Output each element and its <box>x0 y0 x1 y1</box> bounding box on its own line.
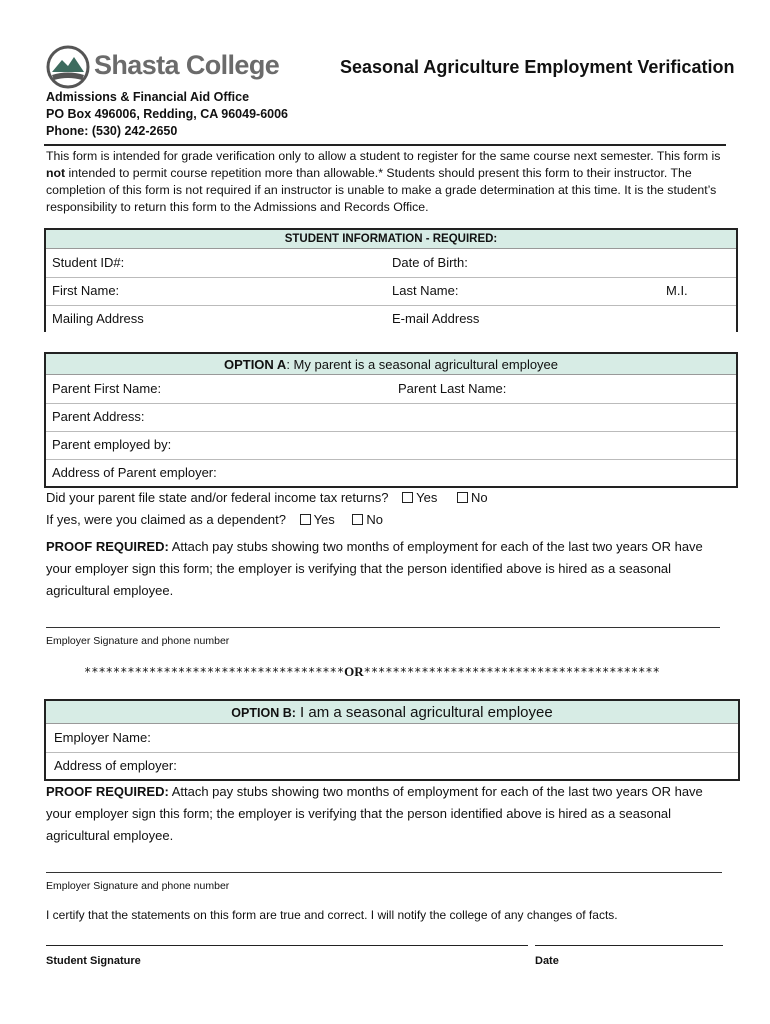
dependent-no-checkbox[interactable] <box>352 514 363 525</box>
tax-no-checkbox[interactable] <box>457 492 468 503</box>
option-b-proof-label: PROOF REQUIRED: <box>46 784 169 799</box>
student-info-box <box>44 228 738 332</box>
option-a-proof <box>46 536 726 602</box>
option-b-proof <box>46 781 726 847</box>
dependent-yes-checkbox[interactable] <box>300 514 311 525</box>
parent-last-name-label: Parent Last Name: <box>398 381 507 396</box>
intro-text-2: intended to permit course repetition more than allowable.* Students should present this form to their instructor. The completion of this form is not required if an instructor is unable to make a grade determination at this time. It is the student’s responsibility to return this form to the Admissions and Records Office. <box>46 166 717 214</box>
option-b-heading-text: I am a seasonal agricultural employee <box>295 704 553 721</box>
email-label: E-mail Address <box>392 311 480 326</box>
or-separator <box>84 664 660 680</box>
dependent-yes-label: Yes <box>313 512 335 527</box>
office-po-box: PO Box 496006, Redding, CA 96049-6006 <box>46 107 289 121</box>
student-signature-label: Student Signature <box>46 955 141 967</box>
parent-name-row[interactable] <box>46 375 736 404</box>
intro-paragraph <box>46 148 726 216</box>
option-b-heading <box>46 701 738 724</box>
certify-statement: I certify that the statements on this form are true and correct. I will notify the college of any changes of facts. <box>46 908 618 922</box>
office-name: Admissions & Financial Aid Office <box>46 90 250 104</box>
parent-employed-by-label: Parent employed by: <box>52 437 172 452</box>
tax-question-text: Did your parent file state and/or federal income tax returns? <box>46 490 389 505</box>
parent-employer-address-label: Address of Parent employer: <box>52 465 217 480</box>
dependent-question <box>46 512 383 527</box>
college-name: Shasta College <box>94 50 280 80</box>
option-b-label: OPTION B: <box>231 706 296 720</box>
parent-employed-row[interactable] <box>46 431 736 460</box>
mailing-address-label: Mailing Address <box>52 311 144 326</box>
dob-label: Date of Birth: <box>392 255 468 270</box>
student-id-row[interactable] <box>46 249 736 278</box>
employer-name-row[interactable] <box>46 724 738 753</box>
option-a-heading <box>46 354 736 375</box>
tax-yes-checkbox[interactable] <box>402 492 413 503</box>
form-title: Seasonal Agriculture Employment Verification <box>340 57 735 77</box>
date-line[interactable] <box>535 945 723 946</box>
option-a-signature-line[interactable] <box>46 627 720 628</box>
parent-first-name-label: Parent First Name: <box>52 381 162 396</box>
option-a-signature-label: Employer Signature and phone number <box>46 635 230 647</box>
option-b-signature-line[interactable] <box>46 872 722 873</box>
header-rule <box>44 144 726 146</box>
employer-address-label: Address of employer: <box>54 758 177 773</box>
name-row[interactable] <box>46 277 736 306</box>
address-row[interactable] <box>46 305 736 332</box>
intro-not: not <box>46 166 66 180</box>
option-a-box <box>44 352 738 488</box>
intro-text-1: This form is intended for grade verification only to allow a student to register for the same course next semester. This form is <box>46 149 721 163</box>
student-id-label: Student ID#: <box>52 255 125 270</box>
parent-address-label: Parent Address: <box>52 409 145 424</box>
student-info-heading: STUDENT INFORMATION - REQUIRED: <box>46 230 736 249</box>
option-b-signature-label: Employer Signature and phone number <box>46 880 230 892</box>
tax-no-label: No <box>470 490 488 505</box>
student-signature-line[interactable] <box>46 945 528 946</box>
tax-yes-label: Yes <box>416 490 438 505</box>
parent-address-row[interactable] <box>46 403 736 432</box>
option-a-heading-text: : My parent is a seasonal agricultural employee <box>286 357 559 372</box>
option-a-proof-text: Attach pay stubs showing two months of employment for each of the last two years OR have your employer sign this form; the employer is verifying that the person identified above is hired as a seasonal agricultural employee. <box>46 539 703 598</box>
parent-employer-address-row[interactable] <box>46 459 736 486</box>
option-a-label: OPTION A <box>223 357 287 372</box>
option-b-proof-text: Attach pay stubs showing two months of employment for each of the last two years OR have your employer sign this form; the employer is verifying that the person identified above is hired as a seasonal agricultural employee. <box>46 784 703 843</box>
date-label: Date <box>535 955 559 967</box>
option-a-proof-label: PROOF REQUIRED: <box>46 539 169 554</box>
separator-stars-left: ************************************ <box>84 665 345 679</box>
mi-label: M.I. <box>666 283 688 298</box>
separator-stars-right: ***************************************** <box>363 665 660 679</box>
dependent-no-label: No <box>366 512 384 527</box>
separator-or: OR <box>344 664 364 679</box>
option-b-box <box>44 699 740 781</box>
last-name-label: Last Name: <box>392 283 459 298</box>
employer-name-label: Employer Name: <box>54 730 151 745</box>
office-phone: Phone: (530) 242-2650 <box>46 124 178 138</box>
tax-question <box>46 490 488 505</box>
office-address <box>46 89 288 140</box>
first-name-label: First Name: <box>52 283 120 298</box>
dependent-question-text: If yes, were you claimed as a dependent? <box>46 512 286 527</box>
employer-address-row[interactable] <box>46 752 738 779</box>
